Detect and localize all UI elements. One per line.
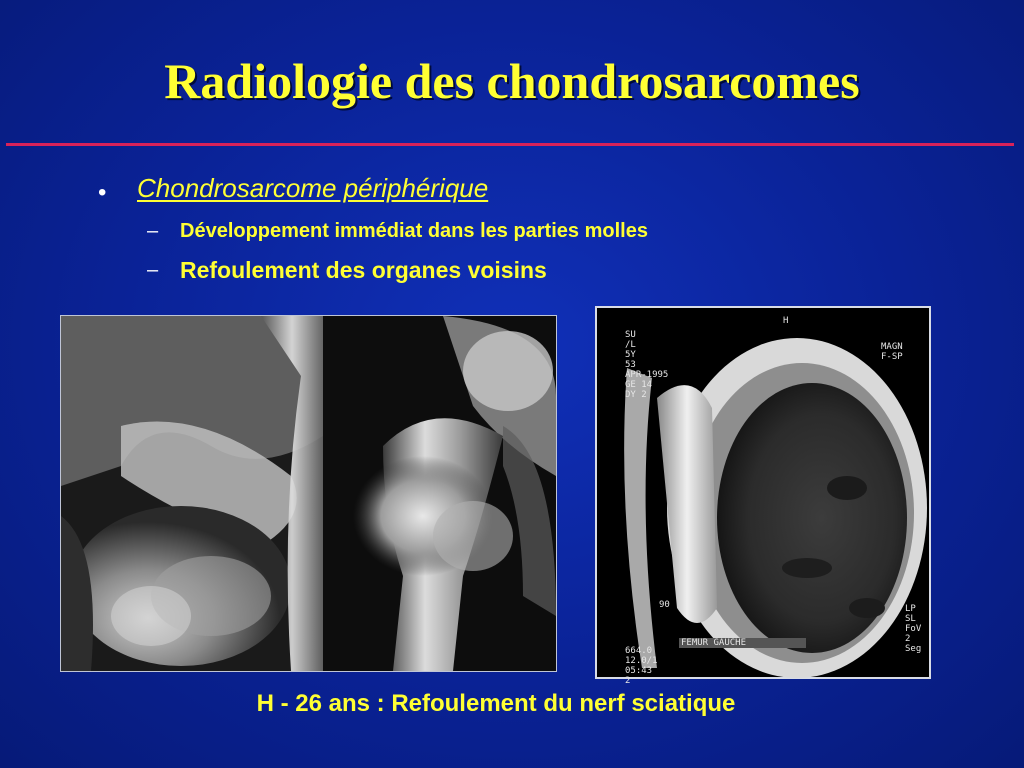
mri-overlay-patient-info: SU /L 5Y 53 APR-1995 GE 14 DY 2 — [625, 330, 669, 400]
subitem-dash-2: – — [147, 259, 159, 281]
title-divider — [6, 143, 1014, 146]
mri-overlay-right-info: LP SL FoV 2 Seg — [905, 604, 922, 654]
xray-panel-pelvis — [61, 316, 323, 671]
bullet-marker: • — [98, 179, 107, 206]
mri-overlay-angle: 90 — [659, 600, 670, 610]
bullet-heading: Chondrosarcome périphérique — [137, 173, 489, 203]
subitem-dash-1: – — [147, 220, 159, 242]
slide-title: Radiologie des chondrosarcomes — [164, 53, 860, 109]
subitem-text-1: Développement immédiat dans les parties molles — [180, 220, 648, 242]
xray-image — [60, 315, 557, 672]
mri-overlay-orientation: H — [783, 316, 789, 326]
mri-overlay-label: FEMUR GAUCHE — [679, 638, 806, 648]
xray-panel-femur — [323, 316, 556, 671]
mri-overlay-sequence: MAGN F-SP — [881, 342, 903, 362]
image-caption: H - 26 ans : Refoulement du nerf sciatique — [256, 690, 736, 717]
subitem-text-2: Refoulement des organes voisins — [180, 257, 547, 283]
mri-overlay-params: 664.0 12.0/1 05:43 2 — [625, 646, 658, 686]
mri-image — [595, 306, 931, 686]
